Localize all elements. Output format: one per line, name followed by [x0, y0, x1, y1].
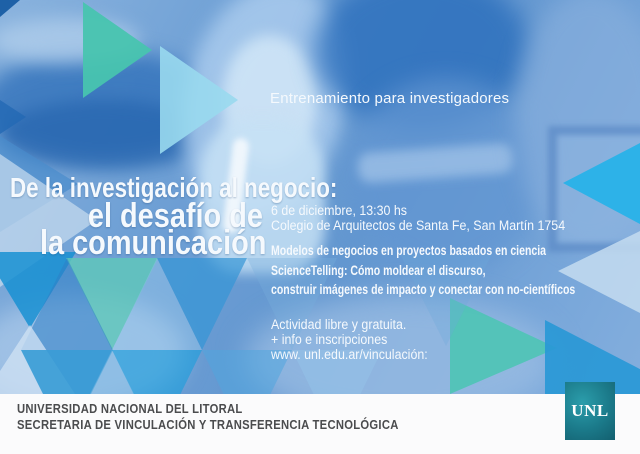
info-registration: + info e inscripciones [271, 332, 388, 347]
event-venue: Colegio de Arquitectos de Santa Fe, San Martín 1754 [271, 217, 566, 233]
info-free-activity: Actividad libre y gratuita. [271, 317, 407, 332]
triangle-corner-dark [0, 0, 20, 17]
event-info [271, 317, 441, 362]
topic-item: Modelos de negocios en proyectos basados en ciencia [271, 243, 547, 258]
event-datetime: 6 de diciembre, 13:30 hs [271, 203, 408, 218]
poster-title-line3 [0, 224, 267, 263]
poster-title-line1-text: De la investigación al negocio: [10, 172, 338, 203]
info-website-url: www. unl.edu.ar/vinculación: [271, 347, 428, 362]
poster-title-line3-text: la comunicación [39, 224, 267, 262]
unl-logo-text: UNL [571, 401, 609, 420]
footer-secretariat-name: SECRETARIA DE VINCULACIÓN Y TRANSFERENCIA TECNOLÓGICA [17, 417, 399, 432]
topic-item: construir imágenes de impacto y conectar con no-científicos [271, 282, 576, 297]
footer-bar [0, 394, 640, 454]
event-date-location [271, 204, 591, 233]
event-tagline: Entrenamiento para investigadores [270, 90, 510, 107]
event-topics [271, 241, 640, 300]
topic-item: ScienceTelling: Cómo moldear el discurso, [271, 262, 486, 278]
unl-logo [565, 382, 615, 440]
poster-title-line2-text: el desafío de [87, 197, 263, 235]
footer-university-name: UNIVERSIDAD NACIONAL DEL LITORAL [17, 402, 243, 416]
footer-organization [17, 402, 399, 433]
